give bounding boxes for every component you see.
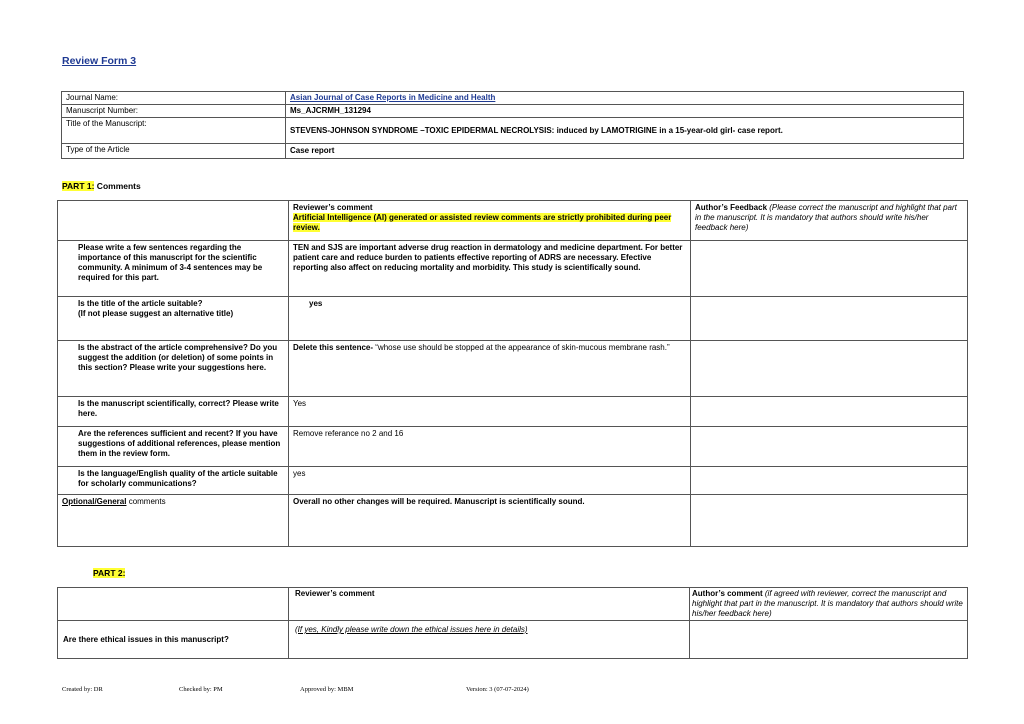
author-feedback-cell[interactable]	[691, 427, 968, 467]
answer-title-suitable: yes	[289, 297, 691, 341]
footer-approved-by: Approved by: MBM	[300, 686, 354, 693]
reviewer-comment-header: Reviewer’s comment	[293, 203, 373, 212]
part1-author-header-cell	[691, 201, 968, 241]
answer-abstract	[289, 341, 691, 397]
part1-header-empty-cell	[58, 201, 289, 241]
part2-author-header-cell	[690, 588, 968, 621]
part1-heading-rest: Comments	[94, 181, 141, 191]
manuscript-title-label: Title of the Manuscript:	[62, 118, 286, 144]
optional-comments-label	[58, 495, 289, 547]
answer-abstract-lead: Delete this sentence-	[293, 343, 374, 352]
author-feedback-cell[interactable]	[691, 241, 968, 297]
footer-checked-by: Checked by: PM	[179, 686, 223, 693]
author-comment-header: Author’s comment	[692, 589, 763, 598]
question-language: Is the language/English quality of the article suitable for scholarly communications?	[58, 467, 289, 495]
part1-header-row	[58, 201, 968, 241]
part1-heading	[62, 181, 141, 191]
part2-ethics-table	[57, 587, 968, 659]
author-feedback-header: Author’s Feedback	[695, 203, 768, 212]
journal-name-row	[62, 92, 964, 105]
question-importance: Please write a few sentences regarding the importance of this manuscript for the scientific community. A minimum of 3-4 sentences may be required for this part.	[58, 241, 289, 297]
optional-comments-label-main: Optional/General	[62, 497, 127, 506]
footer-version: Version: 3 (07-07-2024)	[466, 686, 529, 693]
form-title: Review Form 3	[62, 55, 137, 67]
manuscript-number-label: Manuscript Number:	[62, 105, 286, 118]
footer-created-by: Created by: DR	[62, 686, 103, 693]
part1-comments-table	[57, 200, 968, 547]
part1-reviewer-header-cell	[289, 201, 691, 241]
journal-info-table	[61, 91, 964, 159]
answer-references: Remove referance no 2 and 16	[289, 427, 691, 467]
table-row	[58, 341, 968, 397]
author-feedback-cell[interactable]	[691, 341, 968, 397]
part2-header-empty-cell	[58, 588, 289, 621]
author-feedback-cell[interactable]	[691, 495, 968, 547]
table-row	[58, 427, 968, 467]
table-row	[58, 397, 968, 427]
answer-importance: TEN and SJS are important adverse drug reaction in dermatology and medicine department. For better patient care and reduce burden to patients effective reporting of ADRS are necessary. Efective reporting also affect on reducing mortality and morbidity. This study is scientifically sound.	[289, 241, 691, 297]
ethical-issues-answer: (If yes, Kindly please write down the ethical issues here in details)	[289, 621, 690, 659]
manuscript-title-value: STEVENS-JOHNSON SYNDROME –TOXIC EPIDERMAL NECROLYSIS: induced by LAMOTRIGINE in a 15-year-old girl- case report.	[286, 118, 964, 144]
table-row	[58, 495, 968, 547]
author-feedback-cell[interactable]	[691, 297, 968, 341]
optional-comments-label-rest: comments	[126, 497, 166, 506]
table-row	[58, 467, 968, 495]
journal-name-label: Journal Name:	[62, 92, 286, 105]
table-row	[58, 621, 968, 659]
author-comment-instructions: (if agreed with reviewer, correct the manuscript and highlight that part in the manuscript. It is mandatory that authors should write his/her feedback here)	[692, 589, 963, 618]
question-references: Are the references sufficient and recent? If you have suggestions of additional references, please mention them in the review form.	[58, 427, 289, 467]
manuscript-number-row	[62, 105, 964, 118]
part2-heading-label: PART 2:	[93, 568, 126, 578]
journal-name-link[interactable]: Asian Journal of Case Reports in Medicine and Health	[290, 93, 496, 102]
author-comment-cell[interactable]	[690, 621, 968, 659]
answer-abstract-text: “whose use should be stopped at the appearance of skin-mucous membrane rash.”	[373, 343, 670, 352]
table-row	[58, 297, 968, 341]
part1-heading-label: PART 1:	[62, 181, 95, 191]
author-feedback-cell[interactable]	[691, 467, 968, 495]
table-row	[58, 241, 968, 297]
answer-language: yes	[289, 467, 691, 495]
author-feedback-cell[interactable]	[691, 397, 968, 427]
part2-reviewer-header: Reviewer’s comment	[289, 588, 690, 621]
question-abstract: Is the abstract of the article comprehensive? Do you suggest the addition (or deletion) of some points in this section? Please write your suggestions here.	[58, 341, 289, 397]
part2-heading	[93, 568, 125, 578]
article-type-label: Type of the Article	[62, 144, 286, 159]
answer-scientific: Yes	[289, 397, 691, 427]
part2-header-row	[58, 588, 968, 621]
question-scientific: Is the manuscript scientifically, correct? Please write here.	[58, 397, 289, 427]
manuscript-title-row	[62, 118, 964, 144]
article-type-value: Case report	[286, 144, 964, 159]
article-type-row	[62, 144, 964, 159]
ethical-issues-question: Are there ethical issues in this manuscript?	[58, 621, 289, 659]
ai-prohibition-notice: Artificial Intelligence (AI) generated or assisted review comments are strictly prohibited during peer review.	[293, 213, 672, 232]
manuscript-number-value: Ms_AJCRMH_131294	[286, 105, 964, 118]
question-title-suitable: Is the title of the article suitable? (If not please suggest an alternative title)	[58, 297, 289, 341]
author-feedback-instructions: (Please correct the manuscript and highlight that part in the manuscript. It is mandatory that authors should write his/her feedback here)	[695, 203, 957, 232]
optional-comments-answer: Overall no other changes will be required. Manuscript is scientifically sound.	[289, 495, 691, 547]
